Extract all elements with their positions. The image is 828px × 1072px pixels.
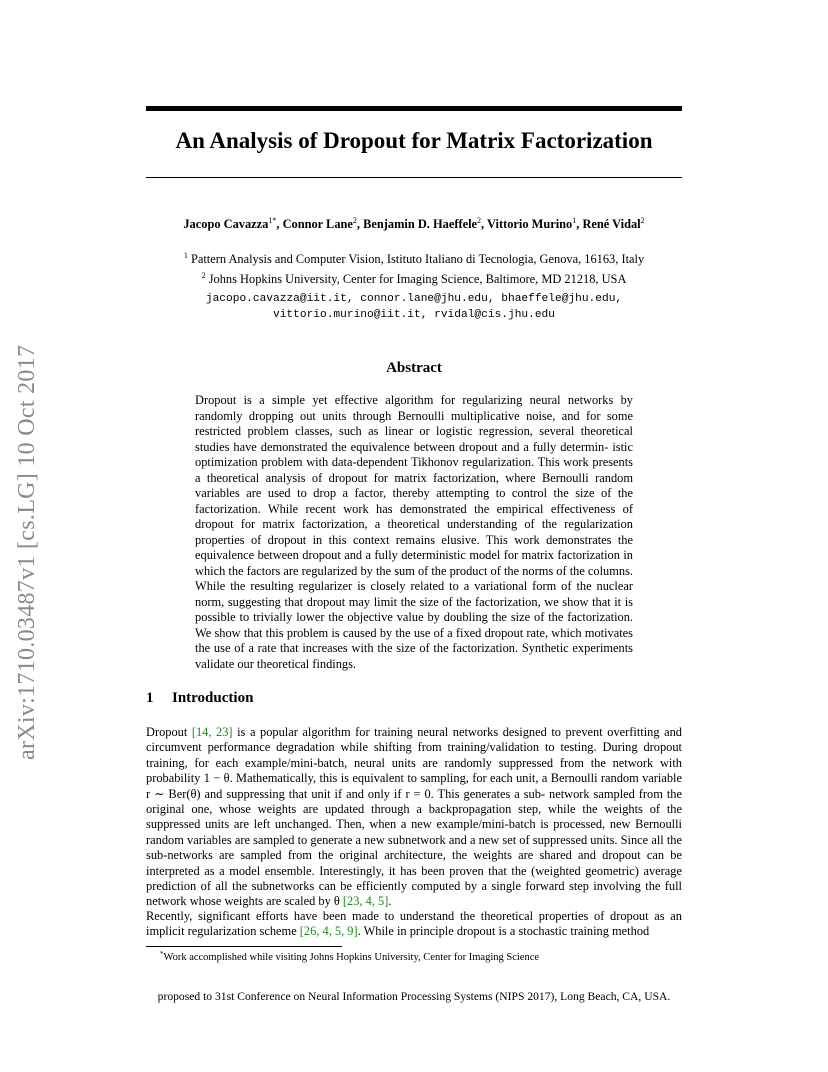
author-affiliation-mark: 2 — [640, 216, 645, 225]
paragraph-text: is a popular algorithm for training neural networks designed to prevent overfitting and circumvent performance degradation while shifting from training/validation to testing. During dropout training, for each example/mini-batch, neural units are randomly suppressed from the network with probability 1 − θ. Mathematically, this is equivalent to sampling, for each unit, a Bernoulli random variable r ∼ Ber(θ) and suppressing that unit if and only if r = 0. This generates a sub- network sampled from the original one, whose weights are updated through a backpropagation step, while the weights of the suppressed units are left unchanged. Then, when a new example/mini-batch is processed, new Bernoulli random variables are sampled to generate a new subnetwork and a new set of suppressed units. Since all the sub-networks are sampled from the original architecture, the weights are shared and dropout can be interpreted as a model ensemble. Interestingly, it has been proven that the (weighted geometric) average prediction of all the subnetworks can be efficiently computed by a single forward step involving the full network whose weights are scaled by θ — [146, 725, 682, 909]
footnote-text: Work accomplished while visiting Johns Hopkins University, Center for Imaging Science — [163, 952, 540, 963]
footnote-mark: * — [160, 950, 164, 958]
author-name: Vittorio Murino — [487, 217, 573, 231]
section-heading — [146, 690, 682, 707]
affiliation-line — [120, 248, 708, 268]
email-line: vittorio.murino@iit.it, rvidal@cis.jhu.edu — [273, 308, 555, 321]
abstract-heading: Abstract — [386, 360, 442, 376]
footnote — [160, 950, 680, 963]
author-name: Connor Lane — [282, 217, 353, 231]
title-rule-top — [146, 106, 682, 111]
paragraph-text: . While in principle dropout is a stochastic training method — [357, 924, 650, 939]
affiliations — [120, 248, 708, 287]
author-name: René Vidal — [582, 217, 641, 231]
affiliation-text: Johns Hopkins University, Center for Imaging Science, Baltimore, MD 21218, USA — [208, 271, 627, 286]
author-affiliation-mark: 2 — [352, 216, 357, 225]
author-name: Jacopo Cavazza — [183, 217, 269, 231]
paragraph-text: . — [388, 894, 392, 909]
footnote-rule — [146, 946, 342, 947]
paragraph-text: Recently, significant efforts have been made to understand the theoretical properties of dropout as an implicit regularization scheme — [146, 909, 682, 939]
conference-note: proposed to 31st Conference on Neural Information Processing Systems (NIPS 2017), Long Beach, CA, USA. — [157, 990, 671, 1003]
author-affiliation-mark: 1 — [572, 216, 577, 225]
section-title: Introduction — [172, 690, 254, 706]
affiliation-number: 2 — [201, 270, 206, 280]
citation-link[interactable]: [14, 23] — [191, 725, 233, 739]
citation-link[interactable]: [26, 4, 5, 9] — [299, 924, 358, 939]
email-line: jacopo.cavazza@iit.it, connor.lane@jhu.edu, bhaeffele@jhu.edu, — [205, 293, 623, 305]
title-rule-bottom — [146, 177, 682, 178]
section-number: 1 — [146, 690, 154, 706]
affiliation-text: Pattern Analysis and Computer Vision, Istituto Italiano di Tecnologia, Genova, 16163, Italy — [190, 252, 645, 266]
abstract-text: Dropout is a simple yet effective algorithm for regularizing neural networks by randomly dropping out units through Bernoulli multiplicative noise, and for some restricted problem classes, such as linear or logistic regression, several theoretical studies have demonstrated the equivalence between dropout and a fully determin- istic optimization problem with data-dependent Tikhonov regularization. This work presents a theoretical analysis of dropout for matrix factorization, where Bernoulli random variables are used to drop a factor, thereby attempting to control the size of the factorization. While recent work has demonstrated the empirical effectiveness of dropout for matrix factorization, a theoretical understanding of the regularization properties of dropout in this context remains elusive. This work demonstrates the equivalence between dropout and a fully deterministic model for matrix factorization in which the factors are regularized by the sum of the product of the norms of the columns. While the resulting regularizer is closely related to a variational form of the nuclear norm, suggesting that dropout may limit the size of the factorization, we show that it is possible to trivially lower the objective value by doubling the size of the factorization. We show that this problem is caused by the use of a fixed dropout rate, which motivates the use of a rate that increases with the size of the factorization. Synthetic experiments validate our theoretical findings. — [195, 393, 634, 671]
author-list: Jacopo Cavazza$^{1*}$, Connor Lane$^2$, Benjamin D. Haeffele$^2$, Vittorio Murino$^1$, René Vidal$^2$ — [183, 216, 645, 231]
paper-title: An Analysis of Dropout for Matrix Factorization — [175, 128, 653, 153]
author-affiliation-mark: 2 — [477, 216, 482, 225]
citation-link[interactable]: [23, 4, 5] — [342, 894, 389, 909]
author-emails — [120, 292, 708, 323]
paragraph-text: Dropout — [146, 725, 192, 739]
body-paragraph — [146, 909, 682, 940]
arxiv-stamp: arXiv:1710.03487v1 [cs.LG] 10 Oct 2017 — [14, 344, 40, 760]
affiliation-number: 1 — [183, 251, 188, 260]
author-name: Benjamin D. Haeffele — [363, 217, 478, 231]
affiliation-line — [120, 268, 708, 288]
author-affiliation-mark: 1* — [268, 216, 277, 225]
body-paragraph — [146, 725, 682, 910]
